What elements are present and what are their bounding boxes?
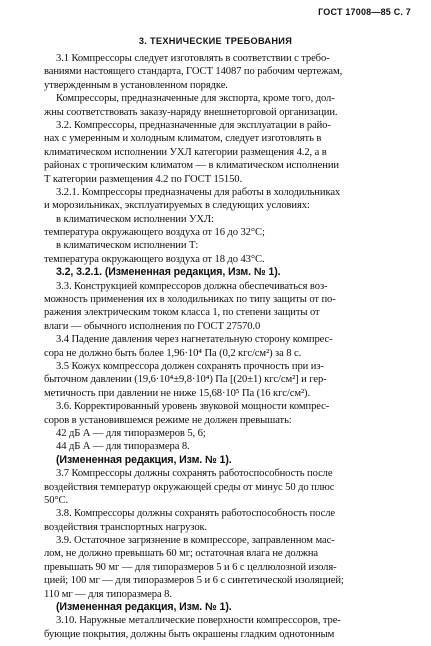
paragraph-line: 3.1 Компрессоры следует изготовлять в соответствии с требо- xyxy=(56,53,330,64)
paragraph-line: быточном давлении (19,6·10⁴±9,8·10⁴) Па [(20±1) кгс/см²] и гер- xyxy=(44,374,327,386)
paragraph-line: 44 дБ А — для типоразмера 8. xyxy=(56,441,190,453)
paragraph-line: в климатическом исполнении УХЛ: xyxy=(56,213,214,225)
document-body xyxy=(44,52,414,641)
paragraph-line: цией; 100 мг — для типоразмеров 5 и 6 с синтетической изоляцией; xyxy=(44,575,344,587)
paragraph-line: ражения электрическим током класса 1, по степени защиты от xyxy=(44,307,320,319)
paragraph-line: в климатическом исполнении Т: xyxy=(56,240,199,252)
paragraph-line: 3.6. Корректированный уровень звуковой мощности компрес- xyxy=(56,401,330,413)
amendment-note: (Измененная редакция, Изм. № 1). xyxy=(56,601,232,614)
paragraph-line: Т категории размещения 4.2 по ГОСТ 15150. xyxy=(44,173,243,185)
paragraph-line: 3.8. Компрессоры должны сохранять работоспособность после xyxy=(56,508,336,520)
amendment-note: 3.2, 3.2.1. (Измененная редакция, Изм. № 1). xyxy=(56,266,281,279)
paragraph-line: 42 дБ А — для типоразмеров 5, 6; xyxy=(56,427,206,439)
section-title: 3. ТЕХНИЧЕСКИЕ ТРЕБОВАНИЯ xyxy=(138,36,293,46)
paragraph-line: 3.4 Падение давления через нагнетательную сторону компрес- xyxy=(56,334,333,346)
paragraph-line: 3.10. Наружные металлические поверхности компрессоров, тре- xyxy=(56,615,341,627)
paragraph-line: воздействия транспортных нагрузок. xyxy=(44,521,208,533)
paragraph-line: 3.7 Компрессоры должны сохранять работоспособность после xyxy=(56,468,333,480)
paragraph-line: бующие покрытия, должны быть окрашены гладким однотонным xyxy=(44,628,335,640)
paragraph-line: районах с тропическим климатом — в климатическом исполнении xyxy=(44,160,339,172)
paragraph-line: 50°С. xyxy=(44,494,69,506)
paragraph-line: 3.2. Компрессоры, предназначенные для эксплуатации в райо- xyxy=(56,119,331,131)
amendment-note: (Измененная редакция, Изм. № 1). xyxy=(56,453,232,466)
paragraph-line: ваниями настоящего стандарта, ГОСТ 14087 по рабочим чертежам, xyxy=(44,66,343,78)
paragraph-line: сора не должно быть более 1,96·10⁴ Па (0,2 кгс/см²) за 8 с. xyxy=(44,347,302,359)
paragraph-line: 3.2.1. Компрессоры предназначены для работы в холодильниках xyxy=(56,186,341,198)
paragraph-line: и морозильниках, эксплуатируемых в следующих условиях: xyxy=(44,200,310,212)
paragraph-line: можность применения их в холодильниках по типу защиты от по- xyxy=(44,294,336,306)
paragraph-line: превышать 90 мг — для типоразмеров 5 и 6 с целлюлозной изоля- xyxy=(44,561,337,573)
paragraph-line: влаги — обычного исполнения по ГОСТ 27570.0 xyxy=(44,320,261,332)
paragraph-line: 110 мг — для типоразмера 8. xyxy=(44,588,172,600)
paragraph-line: утвержденным в установленном порядке. xyxy=(44,79,228,91)
paragraph-line: 3.9. Остаточное загрязнение в компрессоре, заправленном мас- xyxy=(56,535,335,547)
paragraph-line: Компрессоры, предназначенные для экспорта, кроме того, дол- xyxy=(56,93,335,105)
paragraph-line: 3.5 Кожух компрессора должен сохранять прочность при из- xyxy=(56,360,324,372)
paragraph-line: температура окружающего воздуха от 16 до 32°С; xyxy=(44,227,265,239)
paragraph-line: лом, не должно превышать 60 мг; остаточная влага не должна xyxy=(44,548,319,560)
paragraph-line: 3.3. Конструкцией компрессоров должна обеспечиваться воз- xyxy=(56,280,328,292)
paragraph-line: метичность при давлении не ниже 15,68·10⁵ Па (16 кгс/см²). xyxy=(44,387,311,399)
paragraph-line: температура окружающего воздуха от 18 до 43°С. xyxy=(44,253,265,265)
paragraph-line: климатическом исполнении УХЛ категории размещения 4.2, а в xyxy=(44,146,327,158)
paragraph-line: жны соответствовать заказу-наряду внешнеторговой организации. xyxy=(44,106,338,118)
page-header: ГОСТ 17008—85 С. 7 xyxy=(318,7,411,17)
paragraph-line: соров в установившемся режиме не должен превышать: xyxy=(44,414,292,426)
paragraph-line: нах с умеренным и холодным климатом, следует изготовлять в xyxy=(44,133,322,145)
paragraph-line: воздействия температур окружающей среды от минус 50 до плюс xyxy=(44,481,335,493)
